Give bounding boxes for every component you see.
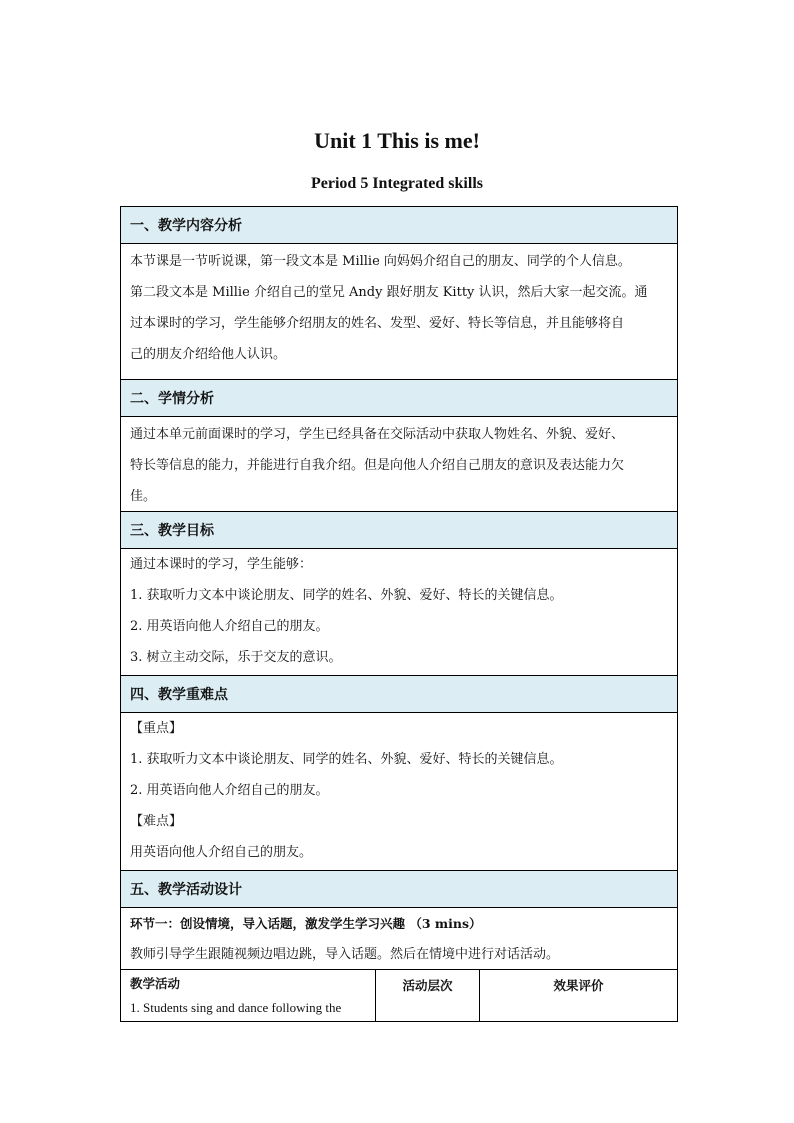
- activity-table-row: [121, 970, 677, 1021]
- text-line: 【难点】: [130, 814, 183, 829]
- text-line: 己的朋友介绍给他人认识。: [130, 347, 287, 362]
- section-body-learner-analysis: [121, 417, 677, 512]
- section-header-activity-design: 五、教学活动设计: [121, 871, 677, 908]
- section-body-objectives: [121, 549, 677, 676]
- section-header-key-points: 四、教学重难点: [121, 676, 677, 713]
- text-line: 第二段文本是 Millie 介绍自己的堂兄 Andy 跟好朋友 Kitty 认识，然后大家一起交流。通: [130, 285, 648, 300]
- step-description: 教师引导学生跟随视频边唱边跳，导入话题。然后在情境中进行对话活动。: [130, 947, 560, 962]
- text-line: 通过本课时的学习，学生能够：: [130, 557, 313, 572]
- text-line: 2. 用英语向他人介绍自己的朋友。: [130, 619, 329, 634]
- text-line: 特长等信息的能力，并能进行自我介绍。但是向他人介绍自己朋友的意识及表达能力欠: [130, 458, 625, 473]
- section-header-content-analysis: 一、教学内容分析: [121, 207, 677, 244]
- activity-text: 1. Students sing and dance following the: [130, 1000, 342, 1015]
- text-line: 1. 获取听力文本中谈论朋友、同学的姓名、外貌、爱好、特长的关键信息。: [130, 588, 563, 603]
- text-line: 过本课时的学习，学生能够介绍朋友的姓名、发型、爱好、特长等信息，并且能够将自: [130, 316, 625, 331]
- activity-level-header: 活动层次: [376, 970, 480, 1021]
- activity-column-header: 教学活动: [130, 976, 181, 991]
- step-title: 环节一：创设情境，导入话题，激发学生学习兴趣 （3 mins）: [130, 916, 482, 931]
- text-line: 佳。: [130, 489, 157, 504]
- text-line: 通过本单元前面课时的学习，学生已经具备在交际活动中获取人物姓名、外貌、爱好、: [130, 427, 625, 442]
- text-line: 2. 用英语向他人介绍自己的朋友。: [130, 783, 329, 798]
- text-line: 1. 获取听力文本中谈论朋友、同学的姓名、外貌、爱好、特长的关键信息。: [130, 752, 563, 767]
- document-subtitle: Period 5 Integrated skills: [311, 175, 483, 192]
- text-line: 本节课是一节听说课，第一段文本是 Millie 向妈妈介绍自己的朋友、同学的个人信息。: [130, 254, 631, 269]
- document-title: Unit 1 This is me!: [314, 128, 480, 153]
- text-line: 用英语向他人介绍自己的朋友。: [130, 845, 313, 860]
- section-body-activity-design: [121, 908, 677, 970]
- section-body-content-analysis: [121, 244, 677, 380]
- section-header-learner-analysis: 二、学情分析: [121, 380, 677, 417]
- text-line: 【重点】: [130, 721, 183, 736]
- effect-evaluation-header: 效果评价: [553, 978, 604, 993]
- section-header-objectives: 三、教学目标: [121, 512, 677, 549]
- activity-cell: [121, 970, 376, 1021]
- section-body-key-points: [121, 713, 677, 871]
- lesson-plan-table: [120, 206, 678, 1022]
- text-line: 3. 树立主动交际，乐于交友的意识。: [130, 650, 342, 665]
